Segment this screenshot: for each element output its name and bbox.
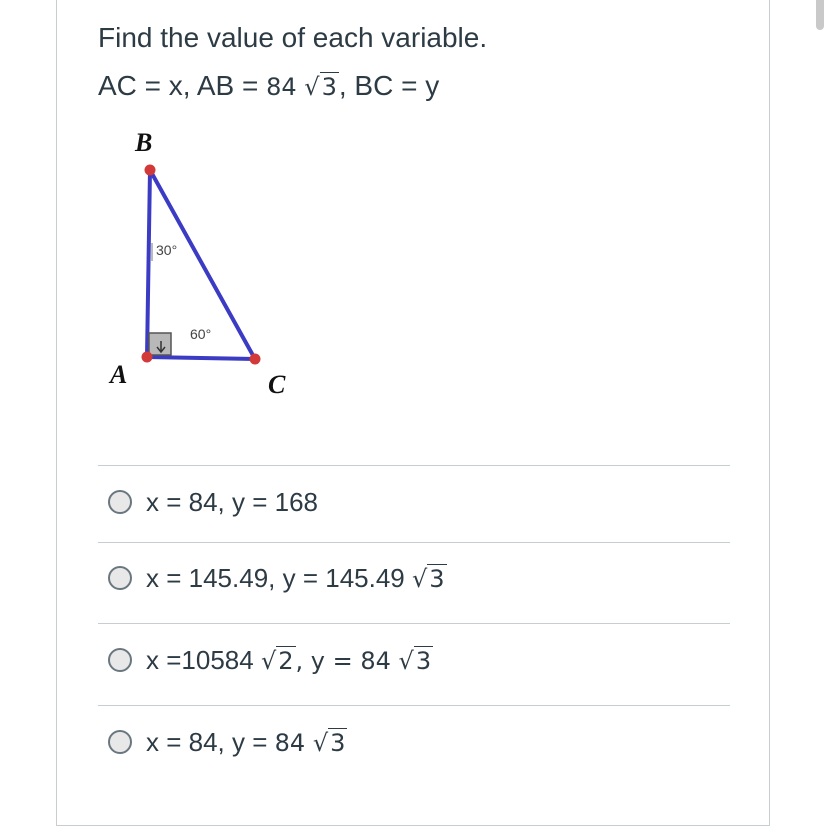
answer-2-radicand: 3 [429, 564, 445, 593]
answer-label-1: x = 84, y = 168 [146, 486, 319, 517]
question-givens [98, 70, 439, 102]
divider [98, 623, 730, 624]
sqrt-icon: √ [312, 728, 329, 757]
answer-2-prefix: x = 145.49, y = 145.49 [146, 562, 412, 593]
vertex-point-b [145, 165, 156, 176]
radio-button-2[interactable] [108, 566, 132, 590]
answer-3-radicand-2: 3 [415, 646, 432, 675]
answer-4-prefix: x = 84, y = [146, 726, 275, 757]
divider [98, 705, 730, 706]
answer-3-middle: , y = [295, 646, 361, 675]
question-card [56, 0, 770, 826]
answer-label-4 [146, 727, 347, 758]
sqrt-icon: √ [260, 646, 277, 675]
radio-button-1[interactable] [108, 490, 132, 514]
angle-b-label: 30° [156, 242, 178, 258]
ab-coefficient: 84 [266, 73, 297, 101]
answer-label-3 [146, 645, 433, 676]
radio-button-4[interactable] [108, 730, 132, 754]
sqrt-icon: √ [304, 73, 320, 101]
answer-3-prefix: x =10584 [146, 644, 261, 675]
answer-3-radicand-1: 2 [278, 646, 294, 675]
sqrt-icon: √ [411, 564, 428, 593]
answer-label-2 [146, 563, 447, 594]
ab-value [266, 72, 339, 101]
answer-3-coefficient-2: 84 [360, 646, 399, 675]
vertex-label-c: C [268, 370, 286, 399]
divider [98, 465, 730, 466]
answer-option-3[interactable] [108, 640, 433, 680]
vertex-label-b: B [135, 128, 153, 157]
answer-4-coefficient: 84 [274, 728, 313, 757]
answer-option-2[interactable] [108, 558, 447, 598]
sqrt-icon: √ [398, 646, 414, 675]
triangle-diagram [100, 125, 300, 405]
divider [98, 542, 730, 543]
answer-4-radicand: 3 [330, 728, 346, 757]
scrollbar-thumb[interactable] [816, 0, 824, 30]
vertex-point-c [250, 354, 261, 365]
angle-c-label: 60° [190, 326, 212, 342]
vertex-label-a: A [110, 360, 128, 389]
ab-radicand: 3 [321, 73, 337, 101]
question-prompt: Find the value of each variable. [98, 22, 488, 53]
radio-button-3[interactable] [108, 648, 132, 672]
givens-prefix: AC = x, AB = [98, 70, 267, 101]
answer-option-1[interactable] [108, 482, 318, 522]
answer-option-4[interactable] [108, 722, 347, 762]
givens-suffix: , BC = y [338, 70, 440, 101]
vertex-point-a [142, 352, 153, 363]
